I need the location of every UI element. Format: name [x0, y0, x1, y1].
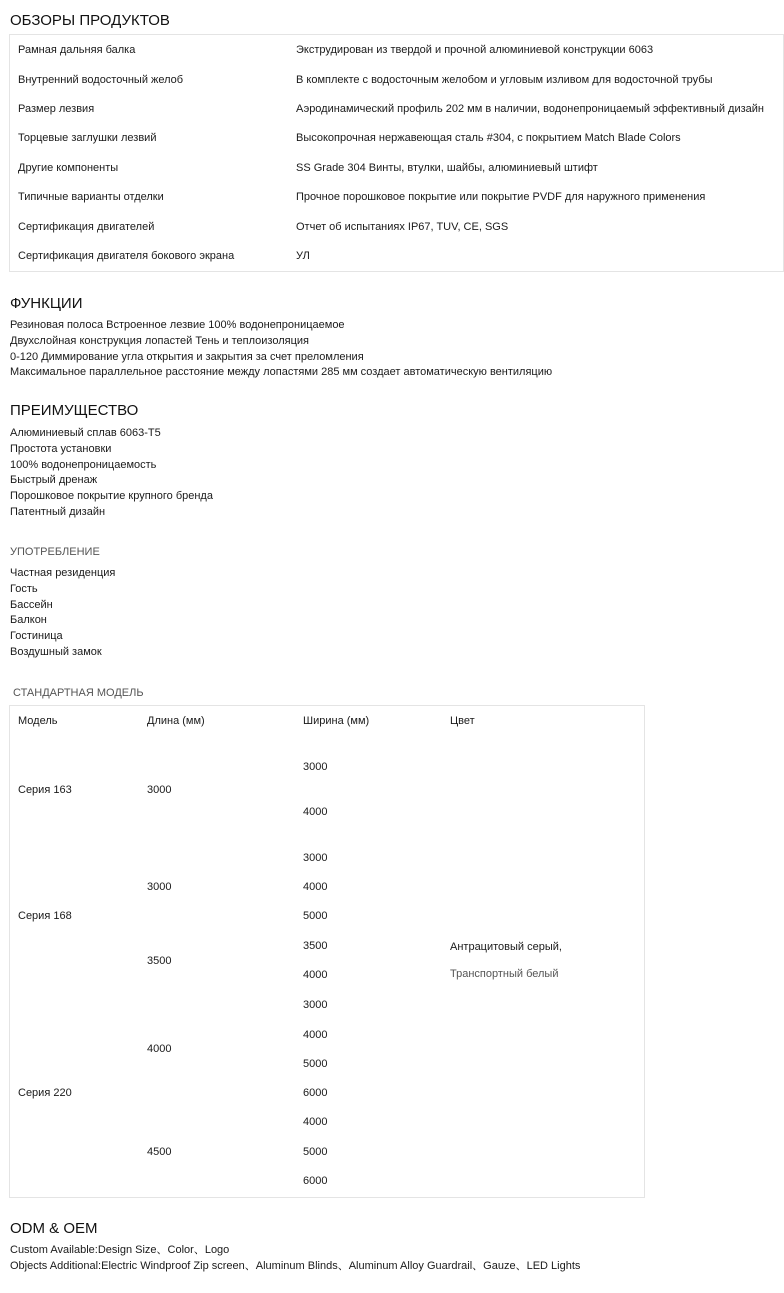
list-item: Гостиница [10, 630, 63, 643]
overview-label: Размер лезвия [18, 103, 95, 115]
overview-value: Аэродинамический профиль 202 мм в наличии, водонепроницаемый эффективный дизайн [296, 103, 764, 115]
overview-value: Прочное порошковое покрытие или покрытие PVDF для наружного применения [296, 191, 706, 203]
width-cell: 4000 [303, 881, 328, 893]
list-item: Двухслойная конструкция лопастей Тень и теплоизоляция [10, 334, 309, 347]
width-cell: 5000 [303, 910, 328, 922]
width-cell: 4000 [303, 969, 328, 981]
length-cell: 3500 [147, 955, 172, 967]
color-cell: Транспортный белый [450, 968, 559, 980]
list-item: Патентный дизайн [10, 505, 106, 518]
overview-value: Экструдирован из твердой и прочной алюминиевой конструкции 6063 [296, 44, 654, 56]
length-cell: 4000 [147, 1043, 172, 1055]
width-cell: 6000 [303, 1175, 328, 1187]
overview-label: Другие компоненты [18, 162, 119, 174]
standard-model-title: СТАНДАРТНАЯ МОДЕЛЬ [13, 687, 144, 699]
width-cell: 4000 [303, 806, 328, 818]
usage-list [10, 566, 115, 661]
series-cell: Серия 220 [18, 1087, 72, 1099]
overview-label: Сертификация двигателя бокового экрана [18, 250, 235, 262]
length-cell: 3000 [147, 881, 172, 893]
overview-label: Внутренний водосточный желоб [18, 74, 184, 86]
length-cell: 3000 [147, 784, 172, 796]
column-header-length: Длина (мм) [147, 715, 205, 727]
list-item: Резиновая полоса Встроенное лезвие 100% водонепроницаемое [10, 319, 345, 331]
overview-title: ОБЗОРЫ ПРОДУКТОВ [10, 12, 170, 29]
overview-value: В комплекте с водосточным желобом и угловым изливом для водосточной трубы [296, 74, 713, 86]
list-item: Порошковое покрытие крупного бренда [10, 490, 213, 503]
list-item: 100% водонепроницаемость [10, 458, 157, 471]
overview-value: Отчет об испытаниях IP67, TUV, CE, SGS [296, 221, 509, 233]
list-item: Objects Additional:Electric Windproof Zip screen、Aluminum Blinds、Aluminum Alloy Guardrail、Gauze、LED Lights [10, 1259, 581, 1272]
overview-value: SS Grade 304 Винты, втулки, шайбы, алюминиевый штифт [296, 162, 598, 174]
features-list [10, 318, 552, 381]
column-header-width: Ширина (мм) [303, 715, 370, 727]
width-cell: 4000 [303, 1029, 328, 1041]
width-cell: 5000 [303, 1146, 328, 1158]
list-item: 0-120 Диммирование угла открытия и закрытия за счет преломления [10, 350, 364, 363]
list-item: Бассейн [10, 598, 53, 611]
width-cell: 3000 [303, 852, 328, 864]
advantages-list [10, 426, 213, 521]
length-cell: 4500 [147, 1146, 172, 1158]
list-item: Простота установки [10, 442, 112, 455]
width-cell: 5000 [303, 1058, 328, 1070]
series-cell: Серия 163 [18, 784, 72, 796]
list-item: Быстрый дренаж [10, 474, 98, 487]
width-cell: 6000 [303, 1087, 328, 1099]
width-cell: 3500 [303, 940, 328, 952]
overview-value: УЛ [296, 250, 310, 262]
overview-table [9, 34, 784, 272]
color-cell: Антрацитовый серый, [450, 941, 562, 953]
overview-label: Типичные варианты отделки [18, 191, 164, 203]
list-item: Максимальное параллельное расстояние между лопастями 285 мм создает автоматическую вентиляцию [10, 366, 553, 379]
list-item: Балкон [10, 614, 47, 627]
advantages-title: ПРЕИМУЩЕСТВО [10, 402, 139, 419]
list-item: Воздушный замок [10, 645, 102, 658]
overview-label: Сертификация двигателей [18, 221, 155, 233]
series-cell: Серия 168 [18, 910, 72, 922]
features-title: ФУНКЦИИ [10, 295, 83, 312]
width-cell: 3000 [303, 999, 328, 1011]
overview-label: Рамная дальняя балка [18, 44, 136, 56]
width-cell: 3000 [303, 761, 328, 773]
list-item: Гость [10, 582, 38, 595]
odm-list [10, 1243, 580, 1275]
list-item: Частная резиденция [10, 567, 116, 579]
usage-title: УПОТРЕБЛЕНИЕ [10, 546, 100, 558]
overview-value: Высокопрочная нержавеющая сталь #304, с покрытием Match Blade Colors [296, 132, 681, 144]
column-header-color: Цвет [450, 715, 475, 727]
odm-title: ODM & OEM [10, 1220, 98, 1237]
list-item: Custom Available:Design Size、Color、Logo [10, 1244, 230, 1256]
column-header-model: Модель [18, 715, 58, 727]
width-cell: 4000 [303, 1116, 328, 1128]
list-item: Алюминиевый сплав 6063-T5 [10, 427, 161, 439]
overview-label: Торцевые заглушки лезвий [18, 132, 157, 144]
